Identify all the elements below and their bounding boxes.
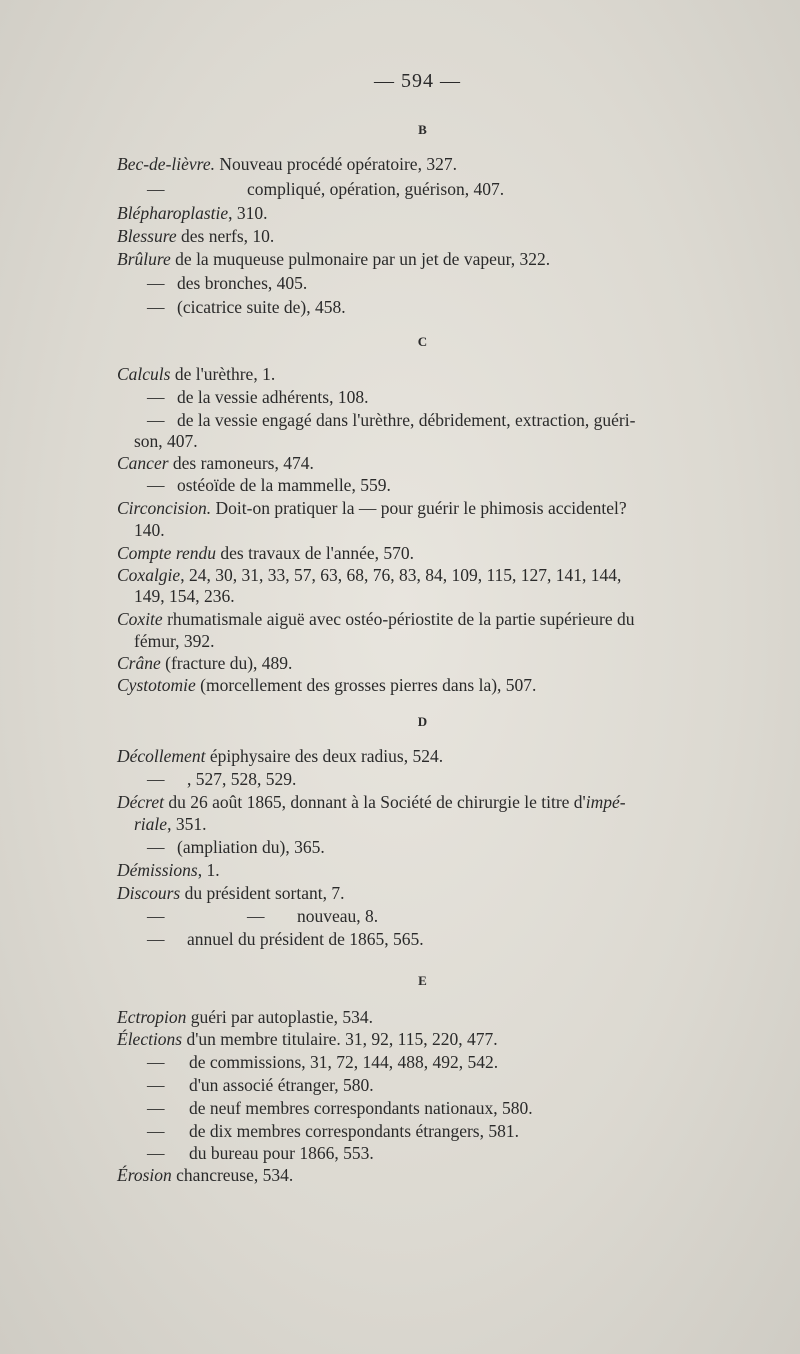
dash: — <box>147 906 165 926</box>
index-entry <box>117 744 737 768</box>
dash: — <box>147 410 165 430</box>
dash: — <box>147 297 165 317</box>
index-entry <box>147 1141 767 1165</box>
entry-text: chancreuse, 534. <box>171 1165 294 1185</box>
index-entry <box>147 1119 767 1143</box>
entry-text: , 351. <box>167 814 207 834</box>
index-entry-continuation <box>134 812 754 836</box>
dash: — <box>147 837 165 857</box>
entry-text: ostéoïde de la mammelle, 559. <box>177 475 391 495</box>
index-term: Circoncision. <box>117 498 212 518</box>
entry-text: annuel du président de 1865, 565. <box>187 929 424 949</box>
index-term: Coxalgie <box>117 565 181 585</box>
entry-text: d'un membre titulaire. 31, 92, 115, 220, 477. <box>182 1029 498 1049</box>
index-entry <box>147 271 767 295</box>
index-entry <box>117 858 737 882</box>
index-entry <box>117 201 737 225</box>
index-entry <box>117 1027 737 1051</box>
index-entry <box>147 1096 767 1120</box>
dash: — <box>147 1121 165 1141</box>
dash: — <box>147 475 165 495</box>
index-term: riale <box>134 814 168 834</box>
entry-text: épiphysaire des deux radius, 524. <box>205 746 444 766</box>
index-term: Érosion <box>117 1165 172 1185</box>
index-entry <box>147 927 767 951</box>
index-term: Calculs <box>117 364 171 384</box>
index-term: Cancer <box>117 453 169 473</box>
dash: — <box>147 929 165 949</box>
dash: — <box>147 1052 165 1072</box>
entry-text: du 26 août 1865, donnant à la Société de chirurgie le titre d' <box>163 792 586 812</box>
index-entry <box>117 152 737 176</box>
index-entry <box>117 607 737 631</box>
entry-text: 149, 154, 236. <box>134 586 235 606</box>
index-entry <box>117 362 737 386</box>
index-entry <box>117 790 737 814</box>
index-entry <box>147 177 767 201</box>
index-term: Décret <box>117 792 164 812</box>
index-entry <box>147 385 767 409</box>
index-entry <box>147 904 767 928</box>
entry-text: , 310. <box>228 203 268 223</box>
index-term: impé- <box>585 792 626 812</box>
index-entry <box>117 1005 737 1029</box>
index-term: Élections <box>117 1029 183 1049</box>
entry-text: de la vessie adhérents, 108. <box>177 387 369 407</box>
dash: — <box>147 1098 165 1118</box>
entry-text: de neuf membres correspondants nationaux, 580. <box>189 1098 533 1118</box>
section-heading-c: C <box>417 334 428 349</box>
index-entry <box>147 295 767 319</box>
entry-text: nouveau, 8. <box>297 906 379 926</box>
dash: — <box>147 273 165 293</box>
entry-text: des bronches, 405. <box>177 273 308 293</box>
index-entry <box>117 1163 737 1187</box>
index-term: Décollement <box>117 746 206 766</box>
dash: — <box>147 387 165 407</box>
index-entry-continuation <box>134 518 754 542</box>
index-term: Coxite <box>117 609 163 629</box>
index-term: Ectropion <box>117 1007 187 1027</box>
index-term: Blessure <box>117 226 177 246</box>
index-entry <box>117 224 737 248</box>
entry-text: (cicatrice suite de), 458. <box>177 297 346 317</box>
index-entry <box>147 473 767 497</box>
index-term: Blépharoplastie <box>117 203 229 223</box>
entry-text: de l'urèthre, 1. <box>170 364 276 384</box>
index-entry-continuation <box>134 429 754 453</box>
entry-text: de dix membres correspondants étrangers, 581. <box>189 1121 519 1141</box>
index-entry <box>117 451 737 475</box>
index-entry <box>147 835 767 859</box>
entry-text: guéri par autoplastie, 534. <box>186 1007 373 1027</box>
entry-text: , 1. <box>197 860 220 880</box>
entry-text: Doit-on pratiquer la — pour guérir le phimosis accidentel? <box>211 498 627 518</box>
index-term: Démissions <box>117 860 198 880</box>
index-entry <box>117 496 737 520</box>
entry-text: (fracture du), 489. <box>160 653 293 673</box>
entry-text: fémur, 392. <box>134 631 215 651</box>
entry-text: de la vessie engagé dans l'urèthre, débridement, extraction, guéri- <box>177 410 636 430</box>
entry-text: du bureau pour 1866, 553. <box>189 1143 374 1163</box>
index-entry <box>117 673 737 697</box>
entry-text: , 24, 30, 31, 33, 57, 63, 68, 76, 83, 84, 109, 115, 127, 141, 144, <box>180 565 622 585</box>
index-entry <box>117 881 737 905</box>
index-entry <box>147 1050 767 1074</box>
section-heading-e: E <box>418 973 427 988</box>
index-entry <box>117 541 737 565</box>
entry-text: d'un associé étranger, 580. <box>189 1075 374 1095</box>
index-term: Cystotomie <box>117 675 196 695</box>
index-term: Bec-de-lièvre. <box>117 154 215 174</box>
entry-text: (ampliation du), 365. <box>177 837 325 857</box>
index-entry-continuation <box>134 629 754 653</box>
entry-text: , 527, 528, 529. <box>187 769 297 789</box>
index-entry <box>117 247 737 271</box>
entry-text: des travaux de l'année, 570. <box>216 543 415 563</box>
dash: — <box>147 179 165 199</box>
entry-text: son, 407. <box>134 431 198 451</box>
section-heading-b: B <box>418 122 427 137</box>
index-entry <box>147 1073 767 1097</box>
section-heading-d: D <box>417 714 428 729</box>
entry-text: (morcellement des grosses pierres dans la), 507. <box>195 675 537 695</box>
entry-text: de la muqueuse pulmonaire par un jet de vapeur, 322. <box>170 249 551 269</box>
entry-text: compliqué, opération, guérison, 407. <box>247 179 505 199</box>
entry-text: Nouveau procédé opératoire, 327. <box>214 154 457 174</box>
entry-text: 140. <box>134 520 165 540</box>
index-term: Crâne <box>117 653 161 673</box>
dash: — <box>147 1143 165 1163</box>
index-term: Discours <box>117 883 181 903</box>
dash: — <box>247 906 265 926</box>
dash: — <box>147 1075 165 1095</box>
index-entry-continuation <box>134 584 754 608</box>
index-entry <box>117 651 737 675</box>
index-term: Compte rendu <box>117 543 216 563</box>
page-number: — 594 — <box>374 70 461 92</box>
entry-text: rhumatismale aiguë avec ostéo-périostite de la partie supérieure du <box>162 609 635 629</box>
dash: — <box>147 769 165 789</box>
entry-text: des ramoneurs, 474. <box>168 453 314 473</box>
index-entry <box>147 767 767 791</box>
entry-text: du président sortant, 7. <box>180 883 345 903</box>
entry-text: de commissions, 31, 72, 144, 488, 492, 542. <box>189 1052 499 1072</box>
entry-text: des nerfs, 10. <box>176 226 275 246</box>
index-term: Brûlure <box>117 249 171 269</box>
